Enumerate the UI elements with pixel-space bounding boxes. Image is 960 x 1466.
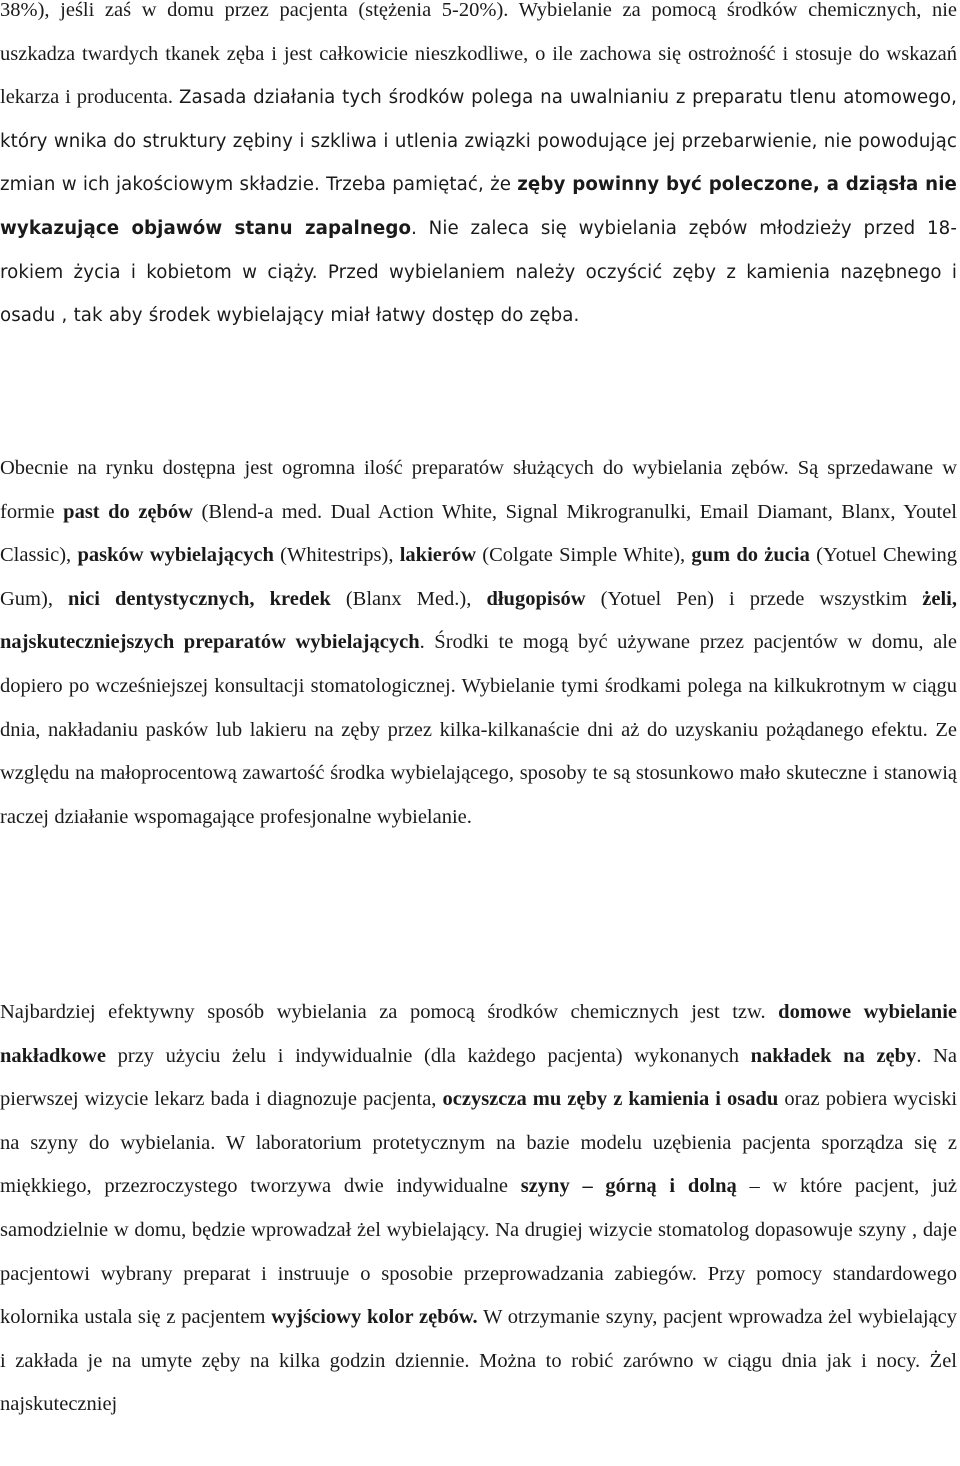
text-run: . Nie zaleca się wybielania zębów młodzieży przed 18-rokiem życia i kobietom w ciąży. Przed wybielaniem należy oczyścić zęby z kamienia nazębnego i osadu , tak aby środek wybielający miał łatwy dostęp do zęba. [0, 217, 957, 327]
text-run: . Na pierwszej wizycie lekarz bada i diagnozuje pacjenta, [0, 1044, 957, 1111]
text-run: oraz pobiera wyciski na szyny do wybielania. W laboratorium protetycznym na bazie modelu uzębienia pacjenta sporządza się z miękkiego, przezroczystego tworzywa dwie indywidualne [0, 1088, 958, 1198]
bold-text-run: długopisów [486, 587, 586, 610]
bold-text-run: wyjściowy kolor zębów. [271, 1306, 478, 1329]
bold-text-run: żeli, najskuteczniejszych preparatów wybielających [0, 587, 957, 654]
text-run: W otrzymanie szyny, pacjent wprowadza żel wybielający i zakłada je na umyte zęby na kilka godzin dziennie. Można to robić zarówno w ciągu dnia jak i nocy. Żel najskuteczniej [0, 1306, 957, 1416]
text-run: . Środki te mogą być używane przez pacjentów w domu, ale dopiero po wcześniejszej konsultacji stomatologicznej. Wybielanie tymi środkami polega na kilkukrotnym w ciągu dnia, nakładaniu pasków lub lakieru na zęby przez kilka-kilkanaście dni aż do uzyskaniu pożądanego efektu. Ze względu na małoprocentową zawartość środka wybielającego, sposoby te są stosunkowo mało skuteczne i stanowią raczej działanie wspomagające profesjonalne wybielanie. [0, 631, 957, 828]
text-run: Obecnie na rynku dostępna jest ogromna ilość preparatów służących do wybielania zębów. Są sprzedawane w formie [0, 457, 957, 523]
text-run: (Blanx Med.), [330, 587, 487, 610]
text-run-mechanism: Zasada działania tych środków polega na uwalnianiu z preparatu tlenu atomowego, który wnika do struktury zębiny i szkliwa i utlenia związki powodujące jej przebarwienie, nie powodując zmian w ich jakościowym składzie. [0, 87, 957, 196]
bold-text-run: zęby powinny być poleczone, a dziąsła nie wykazujące objawów stanu zapalnego [0, 174, 957, 239]
text-run: – w które pacjent, już samodzielnie w domu, będzie wprowadzał żel wybielający. Na drugiej wizycie stomatolog dopasowuje szyny , daje pacjentowi wybrany preparat i instruuje o sposobie przeprowadzania zabiegów. Przy pomocy standardowego kolornika ustala się z pacjentem [0, 1175, 957, 1329]
bold-text-run: nici dentystycznych, kredek [68, 587, 331, 610]
text-run: (Yotuel Pen) i przede wszystkim [585, 587, 923, 610]
text-run: Trzeba pamiętać, że [319, 174, 518, 196]
text-run: 38%), jeśli zaś w domu przez pacjenta (stężenia 5-20%). Wybielanie za pomocą środków chemicznych, nie uszkadza twardych tkanek zęba i jest całkowicie nieszkodliwe, o ile zachowa się ostrożność i stosuje do wskazań lekarza i producenta. [0, 0, 957, 109]
paragraph-home-tray-whitening [0, 991, 957, 1427]
text-run: (Blend-a med. Dual Action White, Signal Mikrogranulki, Email Diamant, Blanx, Youtel Classic), [0, 500, 957, 567]
bold-text-run: nakładek na zęby [750, 1044, 917, 1067]
paragraph-whitening-safety [0, 0, 957, 338]
bold-text-run: pasków wybielających [77, 544, 274, 567]
text-run: (Yotuel Chewing Gum), [0, 544, 957, 610]
text-run: (Colgate Simple White), [476, 544, 692, 567]
bold-text-run: domowe wybielanie nakładkowe [0, 1001, 957, 1067]
bold-text-run: oczyszcza mu zęby z kamienia i osadu [442, 1088, 779, 1111]
text-run: przy użyciu żelu i indywidualnie (dla każdego pacjenta) wykonanych [105, 1044, 751, 1067]
text-run: (Whitestrips), [273, 544, 400, 567]
bold-text-run: szyny – górną i dolną [520, 1175, 737, 1198]
bold-text-run: gum do żucia [691, 544, 810, 567]
bold-text-run: past do zębów [63, 500, 193, 523]
paragraph-market-products [0, 447, 957, 839]
text-run: Najbardziej efektywny sposób wybielania za pomocą środków chemicznych jest tzw. [0, 1001, 779, 1023]
bold-text-run: lakierów [399, 544, 477, 567]
